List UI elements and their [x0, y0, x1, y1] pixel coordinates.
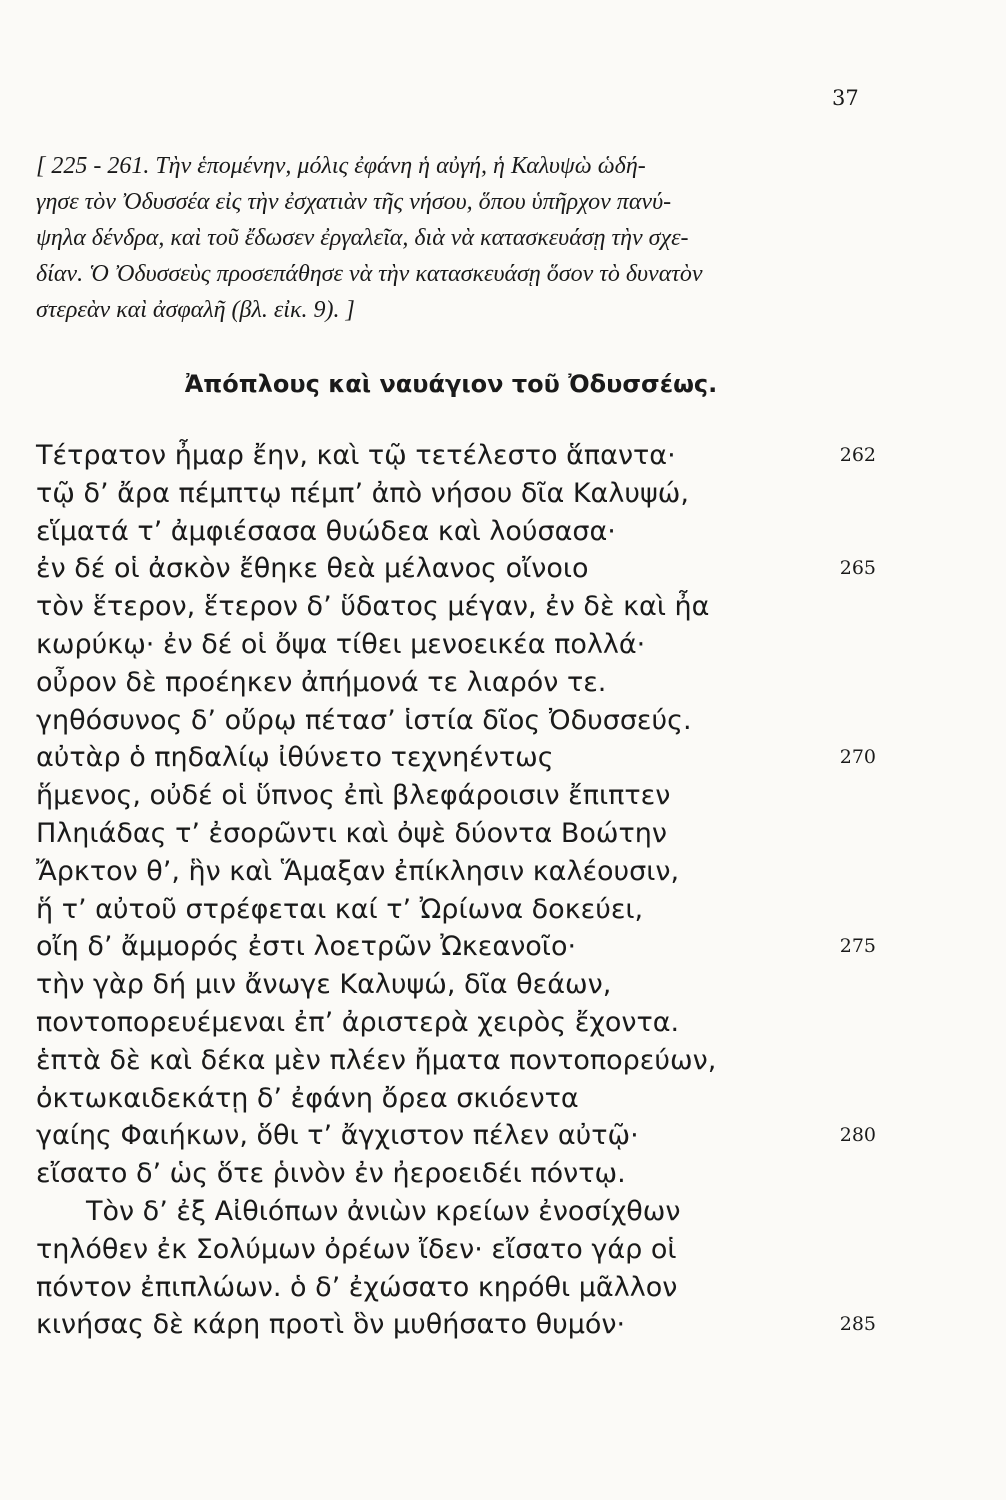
verse-line: ποντοπορευέμεναι ἐπ’ ἀριστερὰ χειρὸς ἔχοντα. [36, 1006, 680, 1038]
verse-line: πόντον ἐπιπλώων. ὁ δ’ ἐχώσατο κηρόθι μᾶλλον [36, 1271, 678, 1303]
section-title: Ἀπόπλους καὶ ναυάγιον τοῦ Ὀδυσσέως. [184, 370, 718, 398]
verse-line: κινήσας δὲ κάρη προτὶ ὃν μυθήσατο θυμόν· 285 [36, 1306, 876, 1344]
verse-block [36, 437, 876, 1344]
verse-line: Τὸν δ’ ἐξ Αἰθιόπων ἀνιὼν κρείων ἐνοσίχθων [86, 1195, 681, 1227]
line-number: 280 [839, 1124, 876, 1147]
note-line: στερεὰν καὶ ἀσφαλῆ (βλ. εἰκ. 9). ] [36, 297, 355, 323]
page-number: 37 [832, 86, 859, 110]
line-number: 275 [839, 935, 876, 958]
verse-line: γηθόσυνος δ’ οὔρῳ πέτασ’ ἱστία δῖος Ὀδυσσεύς. [36, 704, 692, 736]
verse-line: ἥ τ’ αὐτοῦ στρέφεται καί τ’ Ὠρίωνα δοκεύει, [36, 893, 644, 925]
line-number: 285 [839, 1313, 876, 1336]
line-number: 270 [839, 746, 876, 769]
verse-line: γαίης Φαιήκων, ὅθι τ’ ἄγχιστον πέλεν αὐτῷ· 280 [36, 1117, 876, 1155]
verse-line: Τέτρατον ἦμαρ ἔην, καὶ τῷ τετέλεστο ἅπαντα· 262 [36, 437, 876, 475]
verse-line: τῷ δ’ ἄρα πέμπτῳ πέμπ’ ἀπὸ νήσου δῖα Καλυψώ, [36, 477, 689, 509]
verse-line: τὴν γὰρ δή μιν ἄνωγε Καλυψώ, δῖα θεάων, [36, 969, 612, 1001]
verse-line: οἴη δ’ ἄμμορός ἐστι λοετρῶν Ὠκεανοῖο· 275 [36, 928, 876, 966]
verse-line: Πληιάδας τ’ ἐσορῶντι καὶ ὀψὲ δύοντα Βοώτην [36, 817, 667, 849]
verse-line: τὸν ἕτερον, ἕτερον δ’ ὕδατος μέγαν, ἐν δὲ καὶ ἦα [36, 591, 710, 623]
verse-line: ἥμενος, οὐδέ οἱ ὕπνος ἐπὶ βλεφάροισιν ἔπιπτεν [36, 780, 671, 812]
note-line: δίαν. Ὁ Ὀδυσσεὺς προσεπάθησε νὰ τὴν κατασκευάσῃ ὅσον τὸ δυνατὸν [36, 261, 703, 287]
line-number: 265 [839, 557, 876, 580]
verse-line: ἐν δέ οἱ ἀσκὸν ἔθηκε θεὰ μέλανος οἴνοιο 265 [36, 550, 876, 588]
editorial-note [36, 148, 866, 328]
verse-line: εἵματά τ’ ἀμφιέσασα θυώδεα καὶ λούσασα· [36, 515, 616, 547]
verse-line: οὖρον δὲ προέηκεν ἀπήμονά τε λιαρόν τε. [36, 666, 607, 698]
note-line: ψηλα δένδρα, καὶ τοῦ ἔδωσεν ἐργαλεῖα, διὰ νὰ κατασκευάσῃ τὴν σχε- [36, 225, 689, 251]
line-number: 262 [839, 444, 876, 466]
verse-line: ὀκτωκαιδεκάτῃ δ’ ἐφάνη ὄρεα σκιόεντα [36, 1082, 579, 1114]
verse-line: Ἄρκτον θ’, ἣν καὶ Ἅμαξαν ἐπίκλησιν καλέουσιν, [36, 855, 680, 887]
verse-line: ἑπτὰ δὲ καὶ δέκα μὲν πλέεν ἤματα ποντοπορεύων, [36, 1044, 717, 1076]
verse-line: αὐτὰρ ὁ πηδαλίῳ ἰθύνετο τεχνηέντως 270 [36, 739, 876, 777]
note-line: [ 225 - 261. Τὴν ἑπομένην, μόλις ἐφάνη ἡ αὐγή, ἡ Καλυψὼ ὡδή- [36, 153, 646, 179]
verse-line: εἴσατο δ’ ὡς ὅτε ῥινὸν ἐν ἠεροειδέι πόντῳ. [36, 1158, 626, 1190]
verse-line: κωρύκῳ· ἐν δέ οἱ ὄψα τίθει μενοεικέα πολλά· [36, 628, 646, 660]
verse-line: τηλόθεν ἐκ Σολύμων ὀρέων ἴδεν· εἴσατο γάρ οἱ [36, 1233, 677, 1265]
note-line: γησε τὸν Ὀδυσσέα εἰς τὴν ἐσχατιὰν τῆς νήσου, ὅπου ὑπῆρχον πανύ- [36, 189, 672, 215]
